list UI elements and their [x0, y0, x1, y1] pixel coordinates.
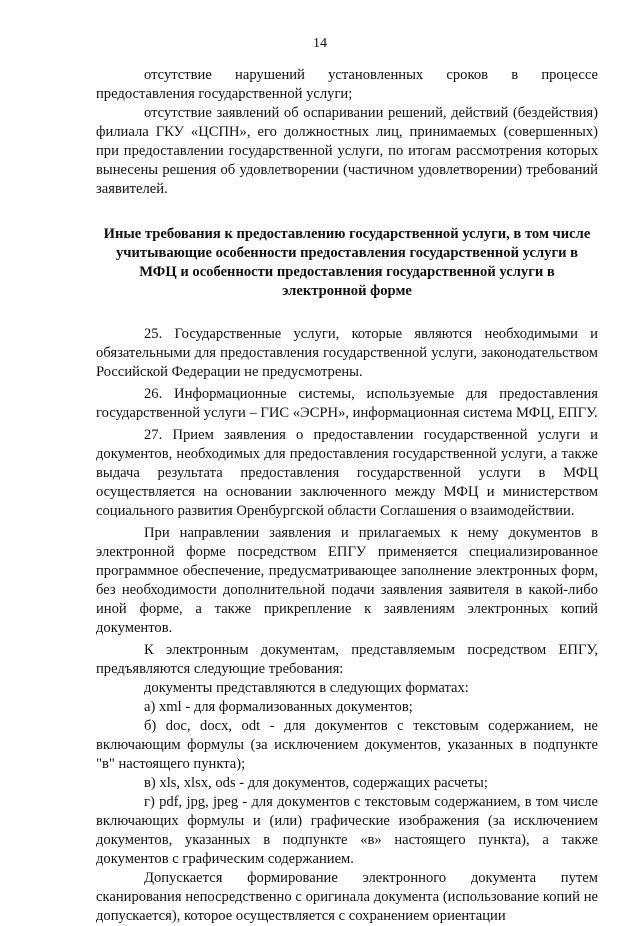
paragraph: Допускается формирование электронного документа путем сканирования непосредственно с оригинала документа (использование копий не допускается), которое осуществляется с сохранением ориентации: [96, 870, 598, 924]
list-item: документы представляются в следующих форматах:: [144, 680, 469, 696]
paragraph: 25. Государственные услуги, которые являются необходимыми и обязательными для предоставления государственной услуги, законодательством Российской Федерации не предусмотрены.: [96, 326, 598, 380]
paragraph: К электронным документам, представляемым посредством ЕПГУ, предъявляются следующие требования:: [96, 642, 598, 677]
paragraph: 26. Информационные системы, используемые для предоставления государственной услуги – ГИС «ЭСРН», информационная система МФЦ, ЕПГУ.: [96, 386, 598, 421]
section-heading: Иные требования к предоставлению государственной услуги, в том числе учитывающие особенности предоставления государственной услуги в МФЦ и особенности предоставления государственной услуги в электронной форме: [103, 226, 591, 299]
list-item: б) doc, docx, odt - для документов с текстовым содержанием, не включающим формулы (за исключением документов, указанных в подпункте "в" настоящего пункта);: [96, 718, 598, 772]
list-item: в) xls, xlsx, ods - для документов, содержащих расчеты;: [144, 775, 488, 791]
paragraph: отсутствие нарушений установленных сроков в процессе предоставления государственной услуги;: [96, 67, 598, 102]
document-body: [96, 66, 598, 926]
list-item: г) pdf, jpg, jpeg - для документов с текстовым содержанием, в том числе включающих формулы и (или) графические изображения (за исключением документов, указанных в подпункте «в» настоящего пункта), а также документов с графическим содержанием.: [96, 794, 598, 867]
paragraph: При направлении заявления и прилагаемых к нему документов в электронной форме посредством ЕПГУ применяется специализированное программное обеспечение, предусматривающее заполнение электронных форм, без необходимости дополнительной подачи заявления заявителя в какой-либо иной форме, а также прикрепление к заявлениям электронных копий документов.: [96, 525, 598, 636]
paragraph: 27. Прием заявления о предоставлении государственной услуги и документов, необходимых для предоставления государственной услуги, а также выдача результата предоставления государственной услуги в МФЦ осуществляется на основании заключенного между МФЦ и министерством социального развития Оренбургской области Соглашения о взаимодействии.: [96, 427, 598, 519]
page-number: 14: [313, 36, 327, 51]
list-item: а) xml - для формализованных документов;: [144, 699, 413, 715]
paragraph: отсутствие заявлений об оспаривании решений, действий (бездействия) филиала ГКУ «ЦСПН», его должностных лиц, принимаемых (совершенных) при предоставлении государственной услуги, по итогам рассмотрения которых вынесены решения об удовлетворении (частичном удовлетворении) требований заявителей.: [96, 105, 598, 197]
